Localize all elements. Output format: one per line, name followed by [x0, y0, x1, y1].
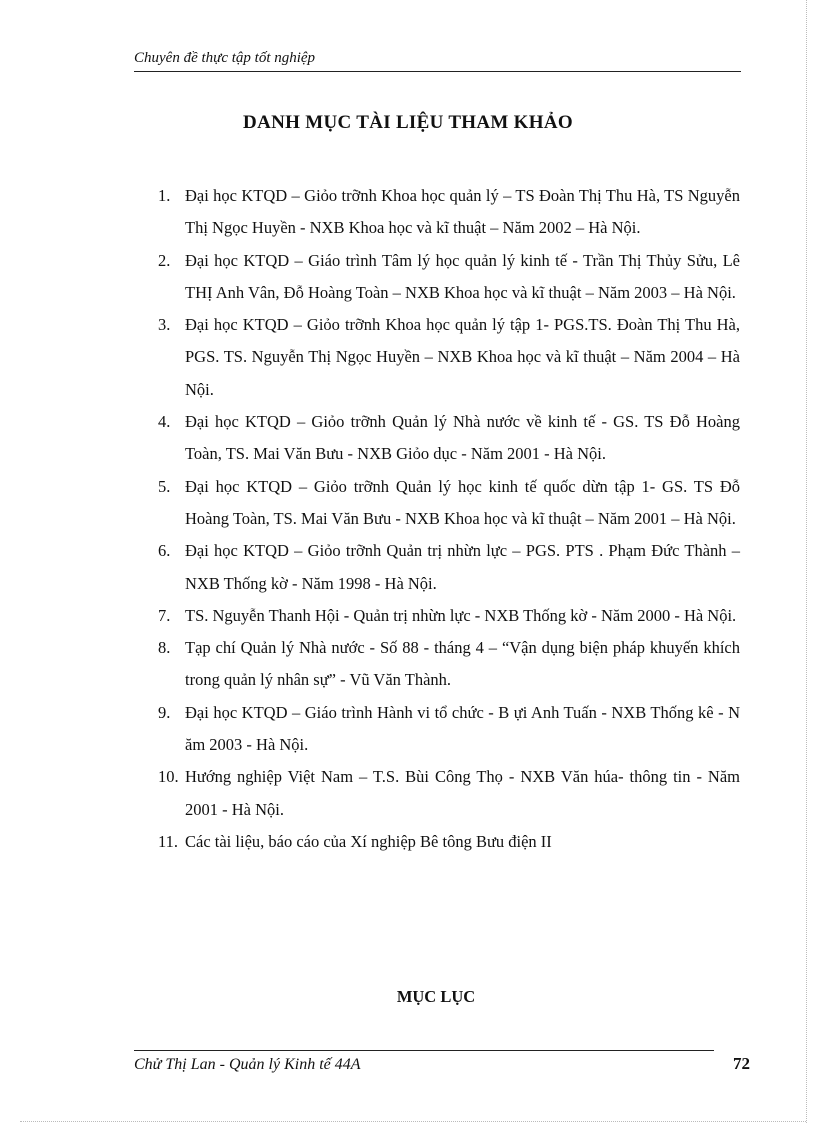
reference-number: 1. [158, 186, 171, 205]
page-border-right [806, 0, 807, 1123]
reference-number: 2. [158, 250, 171, 270]
reference-item [158, 632, 740, 697]
next-section-heading: MỤC LỤC [396, 987, 476, 1006]
reference-number: 8. [158, 638, 171, 658]
running-header: Chuyên đề thực tập tốt nghiệp [134, 50, 316, 66]
page-number: 72 [733, 1054, 750, 1073]
reference-text: Hướng nghiệp Việt Nam – T.S. Bùi Công Thọ - NXB Văn húa- thông tin - Năm 2001 - Hà Nội. [185, 767, 740, 819]
reference-item [158, 406, 740, 471]
reference-item [158, 535, 740, 600]
footer-author: Chử Thị Lan - Quản lý Kinh tế 44A [134, 1056, 361, 1073]
reference-number: 6. [158, 541, 171, 561]
reference-text: Tạp chí Quản lý Nhà nước - Số 88 - tháng 4 – “Vận dụng biện pháp khuyến khích trong quản lý nhân sự” - Vũ Văn Thành. [185, 638, 740, 690]
reference-list [158, 180, 740, 858]
reference-text: Đại học KTQD – Giỏo trỡnh Quản lý học kinh tế quốc dừn tập 1- GS. TS Đỗ Hoàng Toàn, TS. Mai Văn Bưu - NXB Khoa học và kĩ thuật – Năm 2001 – Hà Nội. [185, 476, 740, 528]
header-rule [134, 71, 741, 72]
reference-text: Đại học KTQD – Giỏo trỡnh Khoa học quản lý – TS Đoàn Thị Thu Hà, TS Nguyễn Thị Ngọc Huyền - NXB Khoa học và kĩ thuật – Năm 2002 – Hà Nội. [185, 186, 740, 238]
footer-rule [134, 1050, 714, 1051]
reference-text: Đại học KTQD – Giáo trình Hành vi tổ chức - B ựi Anh Tuấn - NXB Thống kê - N ăm 2003 - Hà Nội. [185, 702, 740, 755]
reference-item [158, 761, 740, 826]
reference-number: 5. [158, 476, 171, 496]
reference-item [158, 180, 740, 245]
reference-item [158, 697, 740, 762]
reference-number: 9. [158, 702, 171, 722]
reference-number: 3. [158, 315, 171, 335]
reference-text: Đại học KTQD – Giỏo trỡnh Quản lý Nhà nước về kinh tế - GS. TS Đỗ Hoàng Toàn, TS. Mai Văn Bưu - NXB Giỏo dục - Năm 2001 - Hà Nội. [185, 412, 740, 464]
reference-number: 10. [158, 767, 179, 787]
reference-item [158, 245, 740, 310]
reference-text: Đại học KTQD – Giỏo trỡnh Quản trị nhừn lực – PGS. PTS . Phạm Đức Thành – NXB Thống kờ - Năm 1998 - Hà Nội. [185, 541, 740, 593]
reference-text: Các tài liệu, báo cáo của Xí nghiệp Bê tông Bưu điện II [185, 831, 552, 851]
reference-item [158, 309, 740, 406]
reference-number: 11. [158, 831, 179, 851]
page-border-bottom [20, 1121, 806, 1122]
reference-number: 7. [158, 605, 171, 625]
reference-item [158, 471, 740, 536]
reference-item [158, 826, 740, 858]
reference-number: 4. [158, 412, 171, 432]
reference-text: Đại học KTQD – Giáo trình Tâm lý học quản lý kinh tế - Trần Thị Thủy Sửu, Lê THỊ Anh Vân, Đỗ Hoàng Toàn – NXB Khoa học và kĩ thuật – Năm 2003 – Hà Nội. [185, 250, 740, 302]
reference-text: Đại học KTQD – Giỏo trỡnh Khoa học quản lý tập 1- PGS.TS. Đoàn Thị Thu Hà, PGS. TS. Nguyễn Thị Ngọc Huyền – NXB Khoa học và kĩ thuật – Năm 2004 – Hà Nội. [185, 315, 740, 399]
reference-item [158, 600, 740, 632]
page-title: DANH MỤC TÀI LIỆU THAM KHẢO [243, 112, 573, 133]
reference-text: TS. Nguyễn Thanh Hội - Quản trị nhừn lực - NXB Thống kờ - Năm 2000 - Hà Nội. [185, 605, 737, 625]
